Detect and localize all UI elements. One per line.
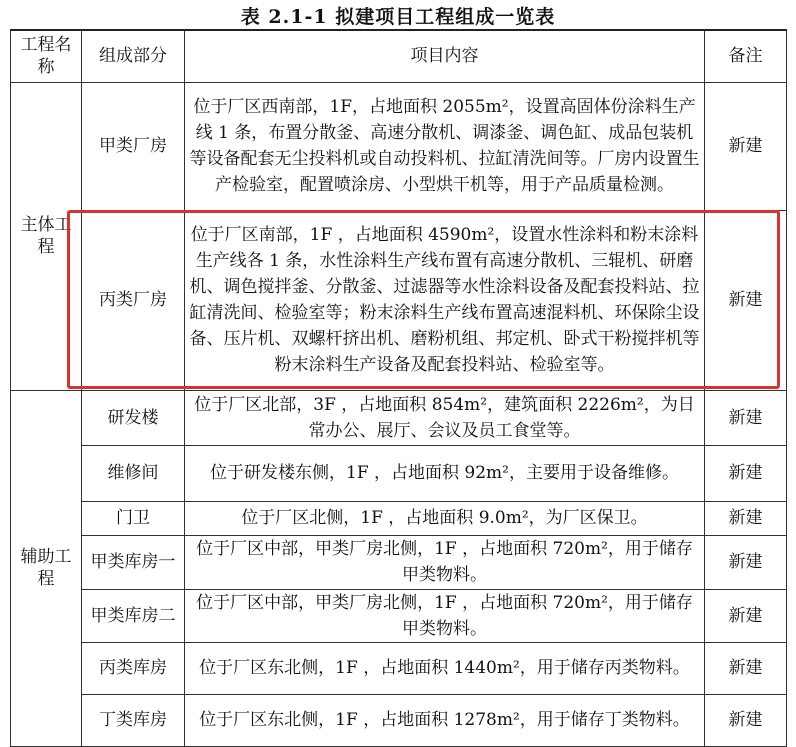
table-row [11, 82, 787, 210]
remark-cell: 新建 [705, 445, 787, 501]
remark-cell: 新建 [705, 642, 787, 694]
component-cell: 丙类厂房 [82, 210, 185, 390]
remark-cell: 新建 [705, 82, 787, 210]
header-content: 项目内容 [185, 30, 705, 82]
component-cell: 门卫 [82, 501, 185, 535]
header-project-name: 工程名称 [11, 30, 82, 82]
content-cell: 位于厂区东北侧，1F ，占地面积 1440m²，用于储存丙类物料。 [185, 642, 705, 694]
component-cell: 丁类库房 [82, 694, 185, 746]
remark-cell: 新建 [705, 694, 787, 746]
component-cell: 维修间 [82, 445, 185, 501]
table-row [11, 694, 787, 746]
content-cell: 位于厂区南部，1F ，占地面积 4590m²，设置水性涂料和粉末涂料生产线各 1 条，水性涂料生产线布置有高速分散机、三辊机、研磨机、调色搅拌釜、分散釜、过滤器等水性涂料设备及配套投料站、拉缸清洗间、检验室等；粉末涂料生产线布置高速混料机、环保除尘设备、压片机、双螺杆挤出机、磨粉机组、邦定机、卧式干粉搅拌机等粉末涂料生产设备及配套投料站、检验室等。 [185, 210, 705, 390]
remark-cell: 新建 [705, 210, 787, 390]
table-row [11, 501, 787, 535]
header-row [11, 30, 787, 82]
table-row [11, 535, 787, 589]
content-cell: 位于研发楼东侧，1F ，占地面积 92m²，主要用于设备维修。 [185, 445, 705, 501]
content-cell: 位于厂区东北侧，1F ，占地面积 1278m²，用于储存丁类物料。 [185, 694, 705, 746]
component-cell: 研发楼 [82, 390, 185, 445]
component-cell: 丙类库房 [82, 642, 185, 694]
component-cell: 甲类厂房 [82, 82, 185, 210]
table-row [11, 445, 787, 501]
component-cell: 甲类库房一 [82, 535, 185, 589]
header-component: 组成部分 [82, 30, 185, 82]
content-cell: 位于厂区中部，甲类厂房北侧，1F ，占地面积 720m²，用于储存甲类物料。 [185, 535, 705, 589]
content-cell: 位于厂区西南部，1F，占地面积 2055m²，设置高固体份涂料生产线 1 条，布置分散釜、高速分散机、调漆釜、调色缸、成品包装机等设备配套无尘投料机或自动投料机、拉缸清洗间等。厂房内设置生产检验室，配置喷涂房、小型烘干机等，用于产品质量检测。 [185, 82, 705, 210]
highlight-box [67, 210, 780, 389]
remark-cell: 新建 [705, 589, 787, 642]
component-cell: 甲类库房二 [82, 589, 185, 642]
remark-cell: 新建 [705, 390, 787, 445]
content-cell: 位于厂区北侧，1F ，占地面积 9.0m²，为厂区保卫。 [185, 501, 705, 535]
group-name: 辅助工程 [11, 390, 82, 746]
table-row [11, 642, 787, 694]
group-name: 主体工程 [11, 82, 82, 390]
remark-cell: 新建 [705, 501, 787, 535]
header-remark: 备注 [705, 30, 787, 82]
remark-cell: 新建 [705, 535, 787, 589]
table-title: 表 2.1-1 拟建项目工程组成一览表 [240, 6, 556, 28]
table-row [11, 589, 787, 642]
content-cell: 位于厂区中部，甲类厂房北侧，1F ，占地面积 720m²，用于储存甲类物料。 [185, 589, 705, 642]
table-row [11, 390, 787, 445]
content-cell: 位于厂区北部，3F ，占地面积 854m²，建筑面积 2226m²，为日常办公、展厅、会议及员工食堂等。 [185, 390, 705, 445]
